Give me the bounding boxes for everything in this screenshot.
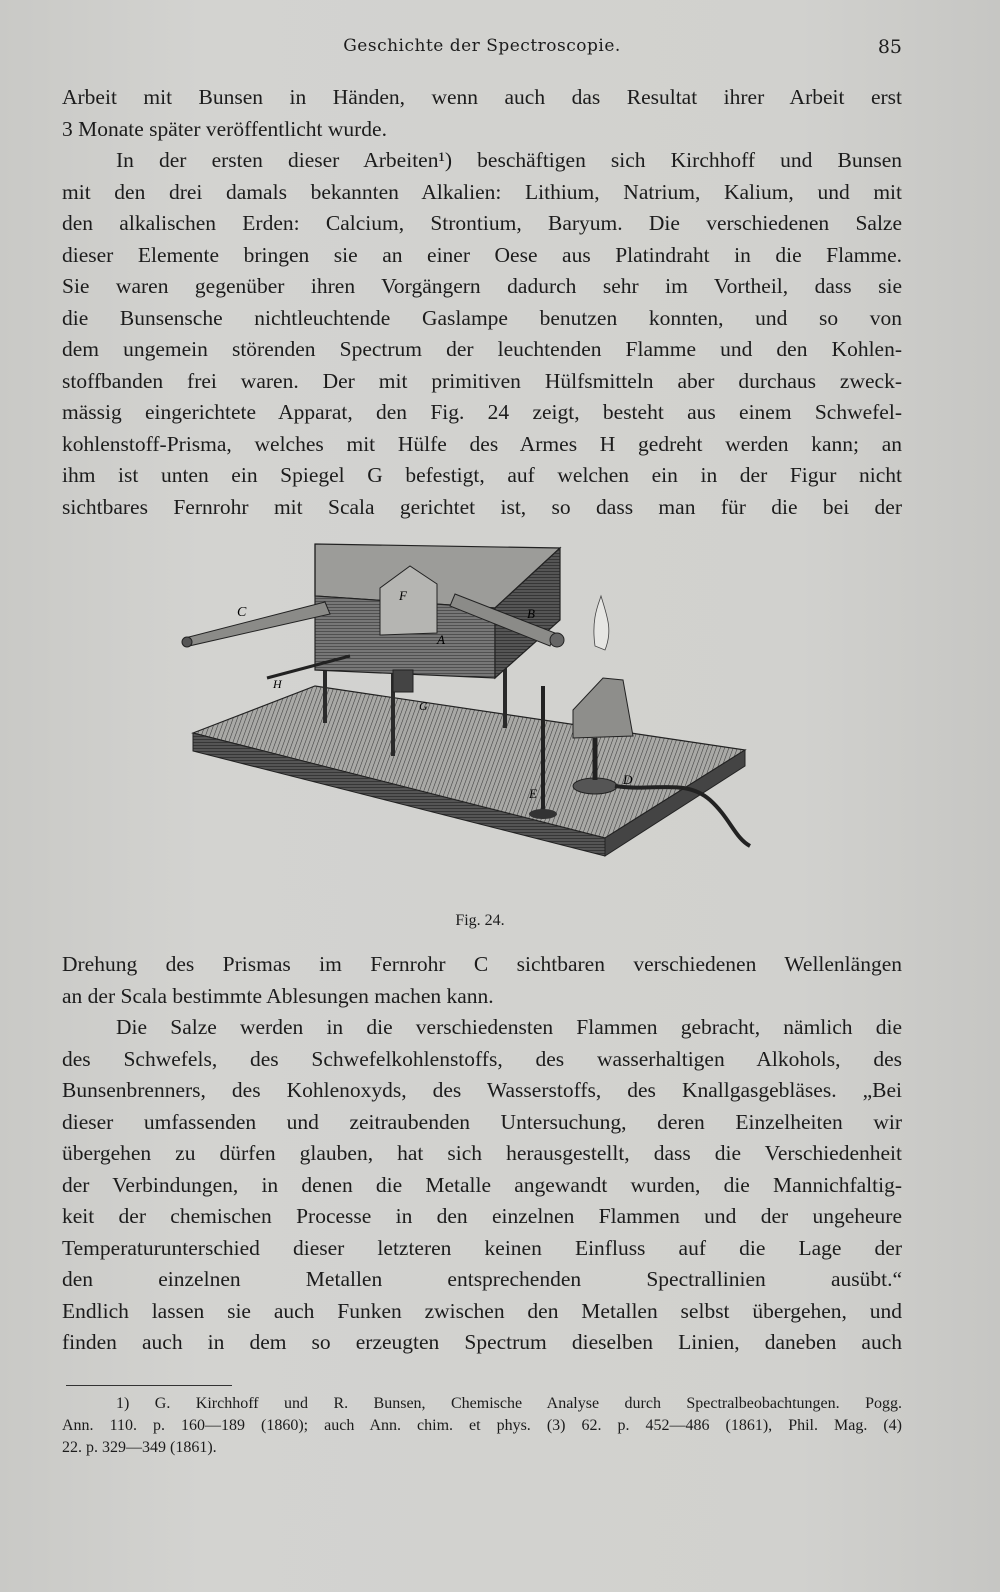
text-line: stoffbanden frei waren. Der mit primitiven Hülfsmitteln aber durchaus zweck- [62,368,902,393]
footnote-line: 1) G. Kirchhoff und R. Bunsen, Chemische Analyse durch Spectralbeobachtungen. Pogg. [116,1395,902,1412]
text-line: Die Salze werden in die verschiedensten Flammen gebracht, nämlich die [116,1015,902,1039]
burner-base [573,778,617,794]
footnote [62,1393,902,1459]
text-line: dieser umfassenden und zeitraubenden Untersuchung, deren Einzelheiten wir [62,1109,902,1134]
text-line: ihm ist unten ein Spiegel G befestigt, auf welchen ein in der Figur nicht [62,463,902,487]
text-line: finden auch in dem so erzeugten Spectrum dieselben Linien, daneben auch [62,1330,902,1354]
body-text-top [62,82,902,523]
text-line: In der ersten dieser Arbeiten¹) beschäftigen sich Kirchhoff und Bunsen [116,148,902,172]
text-line: Arbeit mit Bunsen in Händen, wenn auch das Resultat ihrer Arbeit erst [62,85,902,109]
figure-24-spectroscope-engraving [175,538,775,903]
label-a: A [437,632,445,647]
running-title: Geschichte der Spectroscopie. [343,36,621,56]
text-line: übergehen zu dürfen glauben, hat sich herausgestellt, dass die Verschiedenheit [62,1141,902,1165]
label-f: F [399,588,407,603]
text-line: sichtbares Fernrohr mit Scala gerichtet ist, so dass man für die bei der [62,494,902,519]
telescope-eyepiece [182,637,192,647]
mirror-g [393,670,413,692]
footnote-rule [66,1385,232,1386]
text-line: des Schwefels, des Schwefelkohlenstoffs, des wasserhaltigen Alkohols, des [62,1046,902,1071]
text-line: mässig eingerichtete Apparat, den Fig. 24 zeigt, besteht aus einem Schwefel- [62,400,902,424]
text-line: 3 Monate später veröffentlicht wurde. [62,116,387,141]
text-line: den einzelnen Metallen entsprechenden Spectrallinien ausübt.“ [62,1267,902,1291]
text-line: der Verbindungen, in denen die Metalle angewandt wurden, die Mannichfaltig- [62,1172,902,1197]
footnote-line: 22. p. 329—349 (1861). [62,1439,217,1456]
text-line: Sie waren gegenüber ihren Vorgängern dadurch sehr im Vortheil, dass sie [62,274,902,298]
label-d: D [623,772,633,787]
text-line: mit den drei damals bekannten Alkalien: Lithium, Natrium, Kalium, und mit [62,179,902,204]
slit-disc [550,633,564,647]
page-number: 85 [877,36,902,58]
text-line: dem ungemein störenden Spectrum der leuchtenden Flamme und den Kohlen- [62,337,902,361]
label-e: E [529,786,537,801]
text-line: dieser Elemente bringen sie an einer Oese aus Platindraht in die Flamme. [62,242,902,267]
telescope-c [185,602,330,646]
text-line: die Bunsensche nichtleuchtende Gaslampe benutzen konnten, und so von [62,305,902,330]
label-g: G [419,699,428,713]
body-text-bottom [62,949,902,1359]
flame [594,596,609,650]
text-line: Endlich lassen sie auch Funken zwischen den Metallen selbst übergehen, und [62,1298,902,1323]
figure-caption: Fig. 24. [455,912,505,929]
text-line: Drehung des Prismas im Fernrohr C sichtbaren verschiedenen Wellenlängen [62,952,902,976]
text-line: keit der chemischen Processe in den einzelnen Flammen und der ungeheure [62,1204,902,1228]
text-line: Bunsenbrenners, des Kohlenoxyds, des Wasserstoffs, des Knallgasgebläses. „Bei [62,1078,902,1102]
text-line: Temperaturunterschied dieser letzteren keinen Einfluss auf die Lage der [62,1235,902,1260]
footnote-line: Ann. 110. p. 160—189 (1860); auch Ann. chim. et phys. (3) 62. p. 452—486 (1861), Phil. Mag. (4) [62,1417,902,1434]
label-h: H [273,677,282,691]
label-c: C [237,605,247,620]
label-b: B [527,606,535,621]
text-line: kohlenstoff-Prisma, welches mit Hülfe des Armes H gedreht werden kann; an [62,431,902,456]
bunsen-burner [573,678,633,738]
running-header [62,36,902,62]
text-line: den alkalischen Erden: Calcium, Strontium, Baryum. Die verschiedenen Salze [62,211,902,235]
text-line: an der Scala bestimmte Ablesungen machen kann. [62,983,494,1008]
stand-e-foot [529,809,557,819]
